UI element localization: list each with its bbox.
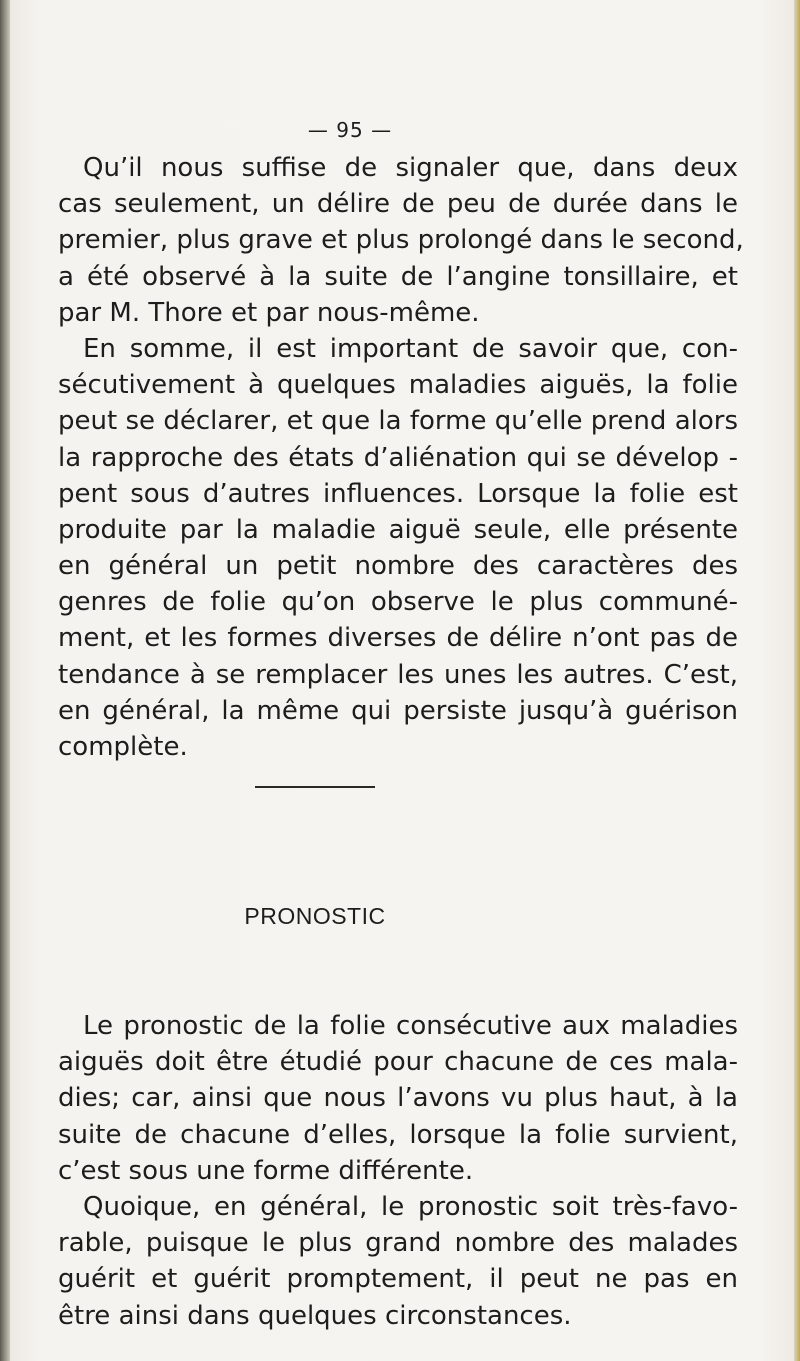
text-line: cas seulement, un délire de peu de durée dans le [58, 189, 738, 220]
text-line: Qu’il nous suffise de signaler que, dans deux [83, 153, 738, 183]
text-line: tendance à se remplacer les unes les autres. C’est, [58, 659, 738, 690]
text-line: en général un petit nombre des caractères des [58, 551, 738, 582]
text-line: suite de chacune d’elles, lorsque la folie survient, [58, 1119, 738, 1150]
text-line: aiguës doit être étudié pour chacune de ces mala- [58, 1047, 738, 1078]
lower-text-block [58, 1008, 738, 1334]
text-line: par M. Thore et par nous-même. [58, 297, 480, 328]
text-line: pent sous d’autres influences. Lorsque la folie est [58, 478, 738, 509]
page-number: — 95 — [307, 118, 393, 142]
text-line: complète. [58, 732, 188, 762]
text-line: Le pronostic de la folie consécutive aux maladies [83, 1011, 738, 1041]
text-line: en général, la même qui persiste jusqu’à guérison [58, 695, 738, 726]
text-line: a été observé à la suite de l’angine tonsillaire, et [58, 261, 738, 292]
text-line: produite par la maladie aiguë seule, elle présente [58, 514, 738, 545]
paragraph-4 [58, 1189, 738, 1334]
section-heading: PRONOSTIC [244, 903, 386, 929]
paragraph-2 [58, 331, 738, 765]
text-line: sécutivement à quelques maladies aiguës, la folie [58, 370, 738, 401]
text-line: ment, et les formes diverses de délire n’ont pas de [58, 623, 738, 654]
page-right-edge [794, 0, 800, 1361]
text-line: la rapproche des états d’aliénation qui se dévelop - [58, 442, 738, 473]
text-line: c’est sous une forme différente. [58, 1155, 474, 1186]
text-line: premier, plus grave et plus prolongé dans le second, [58, 225, 744, 256]
text-line: En somme, il est important de savoir que, con- [83, 333, 738, 364]
text-line: Quoique, en général, le pronostic soit très-favo- [83, 1191, 738, 1222]
text-line: genres de folie qu’on observe le plus communé- [58, 587, 738, 618]
page-binding-edge [0, 0, 10, 1361]
text-line: rable, puisque le plus grand nombre des malades [58, 1228, 738, 1259]
text-line: peut se déclarer, et que la forme qu’elle prend alors [58, 406, 738, 437]
upper-text-block [58, 150, 744, 765]
text-line: dies; car, ainsi que nous l’avons vu plus haut, à la [58, 1083, 738, 1114]
section-divider [255, 786, 375, 788]
paragraph-3 [58, 1008, 738, 1189]
text-line: guérit et guérit promptement, il peut ne pas en [58, 1264, 738, 1295]
paragraph-1 [58, 150, 744, 331]
text-line: être ainsi dans quelques circonstances. [58, 1300, 572, 1331]
